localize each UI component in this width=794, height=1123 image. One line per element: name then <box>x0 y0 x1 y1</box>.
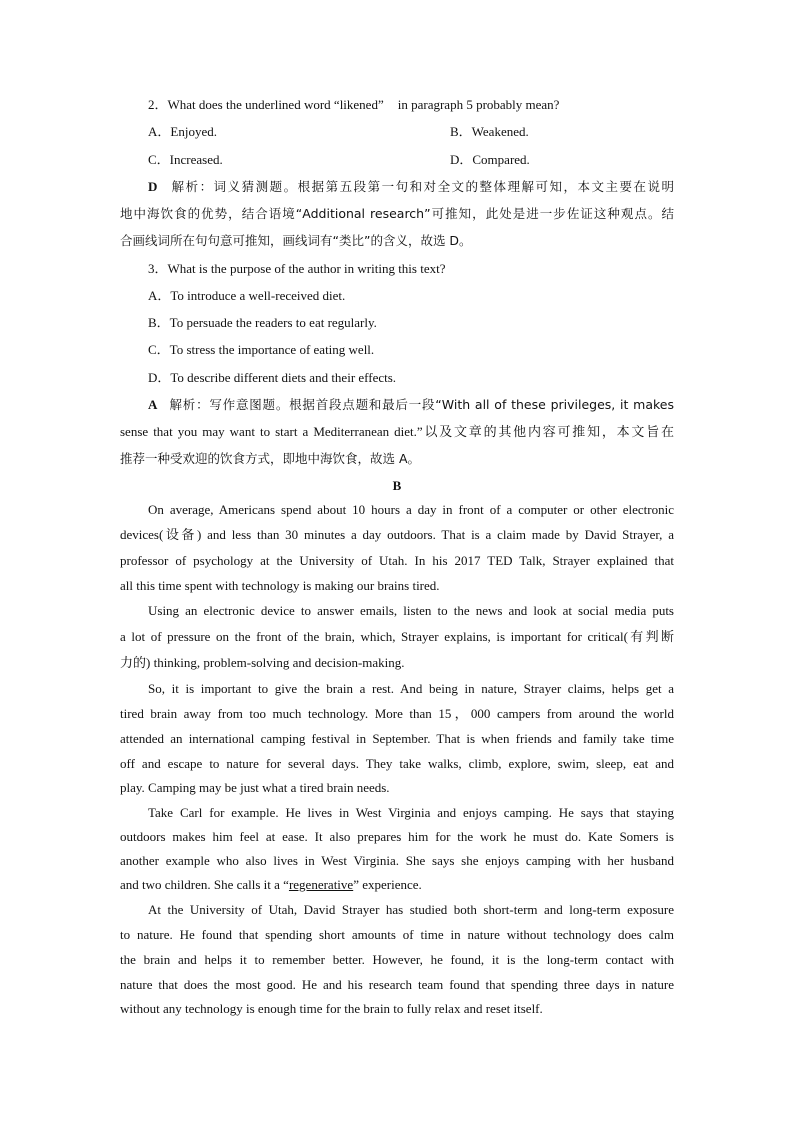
question-3-option-b: B．To persuade the readers to eat regularly. <box>148 315 377 330</box>
question-3-option-d: D．To describe different diets and their effects. <box>148 370 397 385</box>
question-2-analysis-text-1: 解析：词义猜测题。根据第五段第一句和对全文的整体理解可知，本文主要在说明 <box>171 179 674 194</box>
passage-p1-line-1: On average, Americans spend about 10 hours a day in front of a computer or other electronic <box>148 502 674 517</box>
passage-p3-line-5: play. Camping may be just what a tired brain needs. <box>120 780 390 795</box>
section-label: B <box>392 478 402 493</box>
passage-p3-line-1: So, it is important to give the brain a rest. And being in nature, Strayer claims, helps get a <box>148 681 674 696</box>
question-2-answer: D <box>148 179 158 194</box>
question-2-analysis-line-3: 合画线词所在句句意可推知，画线词有“类比”的含义，故选 D。 <box>120 233 472 248</box>
question-3-analysis-text-1: 解析：写作意图题。根据首段点题和最后一段“With all of these privileges, it makes <box>169 397 675 412</box>
passage-p5-line-1: At the University of Utah, David Strayer has studied both short-term and long-term exposure <box>148 902 674 917</box>
passage-p2-line-3: 力的) thinking, problem-solving and decision-making. <box>120 655 405 670</box>
question-2-stem <box>148 97 559 113</box>
passage-p3-line-4: off and escape to nature for several days. They take walks, climb, explore, swim, sleep, eat and <box>120 756 674 771</box>
passage-p3-line-3: attended an international camping festival in September. That is when friends and family take time <box>120 731 674 746</box>
question-2-option-b: B．Weakened. <box>450 124 529 139</box>
question-2-option-a: A．Enjoyed. <box>148 124 217 139</box>
question-3-analysis-line-3: 推荐一种受欢迎的饮食方式，即地中海饮食，故选 A。 <box>120 451 421 466</box>
passage-p5-line-5: without any technology is enough time for the brain to fully relax and reset itself. <box>120 1001 543 1016</box>
question-2-option-d: D．Compared. <box>450 152 530 167</box>
passage-p5-line-3: the brain and helps it to remember better. However, he found, it is the long-term contact with <box>120 952 674 967</box>
passage-p1-line-2: devices(设备) and less than 30 minutes a day outdoors. That is a claim made by David Strayer, a <box>120 527 674 542</box>
passage-p4-line-3: another example who also lives in West Virginia. She says she enjoys camping with her husband <box>120 853 674 868</box>
underlined-word-regenerative: regenerative <box>288 877 354 892</box>
passage-p4-line-4-post: ” experience. <box>353 877 422 892</box>
question-2-option-c: C．Increased. <box>148 152 223 167</box>
question-2-analysis-line-1 <box>148 179 674 195</box>
passage-p4-line-4 <box>120 877 422 893</box>
question-3-option-a: A．To introduce a well-received diet. <box>148 288 346 303</box>
question-3-analysis-line-2: sense that you may want to start a Mediterranean diet.”以及文章的其他内容可推知，本文旨在 <box>120 424 674 439</box>
passage-p4-line-4-pre: and two children. She calls it a “ <box>120 877 289 892</box>
passage-p4-line-2: outdoors makes him feel at ease. It also prepares him for the work he must do. Kate Somers is <box>120 829 674 844</box>
passage-p2-line-2: a lot of pressure on the front of the brain, which, Strayer explains, is important for critical(有判断 <box>120 629 674 644</box>
question-3-analysis-line-1 <box>148 397 674 413</box>
passage-p2-line-1: Using an electronic device to answer emails, listen to the news and look at social media puts <box>148 603 674 618</box>
question-2-stem-part1: 2．What does the underlined word “likened” <box>148 97 384 112</box>
question-3-option-c: C．To stress the importance of eating well. <box>148 342 375 357</box>
passage-p1-line-4: all this time spent with technology is making our brains tired. <box>120 578 440 593</box>
question-3-stem: 3．What is the purpose of the author in writing this text? <box>148 261 446 276</box>
question-2-analysis-line-2: 地中海饮食的优势，结合语境“Additional research”可推知，此处是进一步佐证这种观点。结 <box>120 206 674 221</box>
passage-p5-line-2: to nature. He found that spending short amounts of time in nature without technology does calm <box>120 927 674 942</box>
passage-p1-line-3: professor of psychology at the University of Utah. In his 2017 TED Talk, Strayer explained that <box>120 553 674 568</box>
question-2-stem-part2: in paragraph 5 probably mean? <box>397 97 560 112</box>
passage-p3-line-2: tired brain away from too much technology. More than 15，000 campers from around the world <box>120 706 674 721</box>
passage-p5-line-4: nature that does the most good. He and his research team found that spending three days in nature <box>120 977 674 992</box>
passage-p4-line-1: Take Carl for example. He lives in West Virginia and enjoys camping. He says that staying <box>148 805 674 820</box>
question-3-answer: A <box>148 397 158 412</box>
